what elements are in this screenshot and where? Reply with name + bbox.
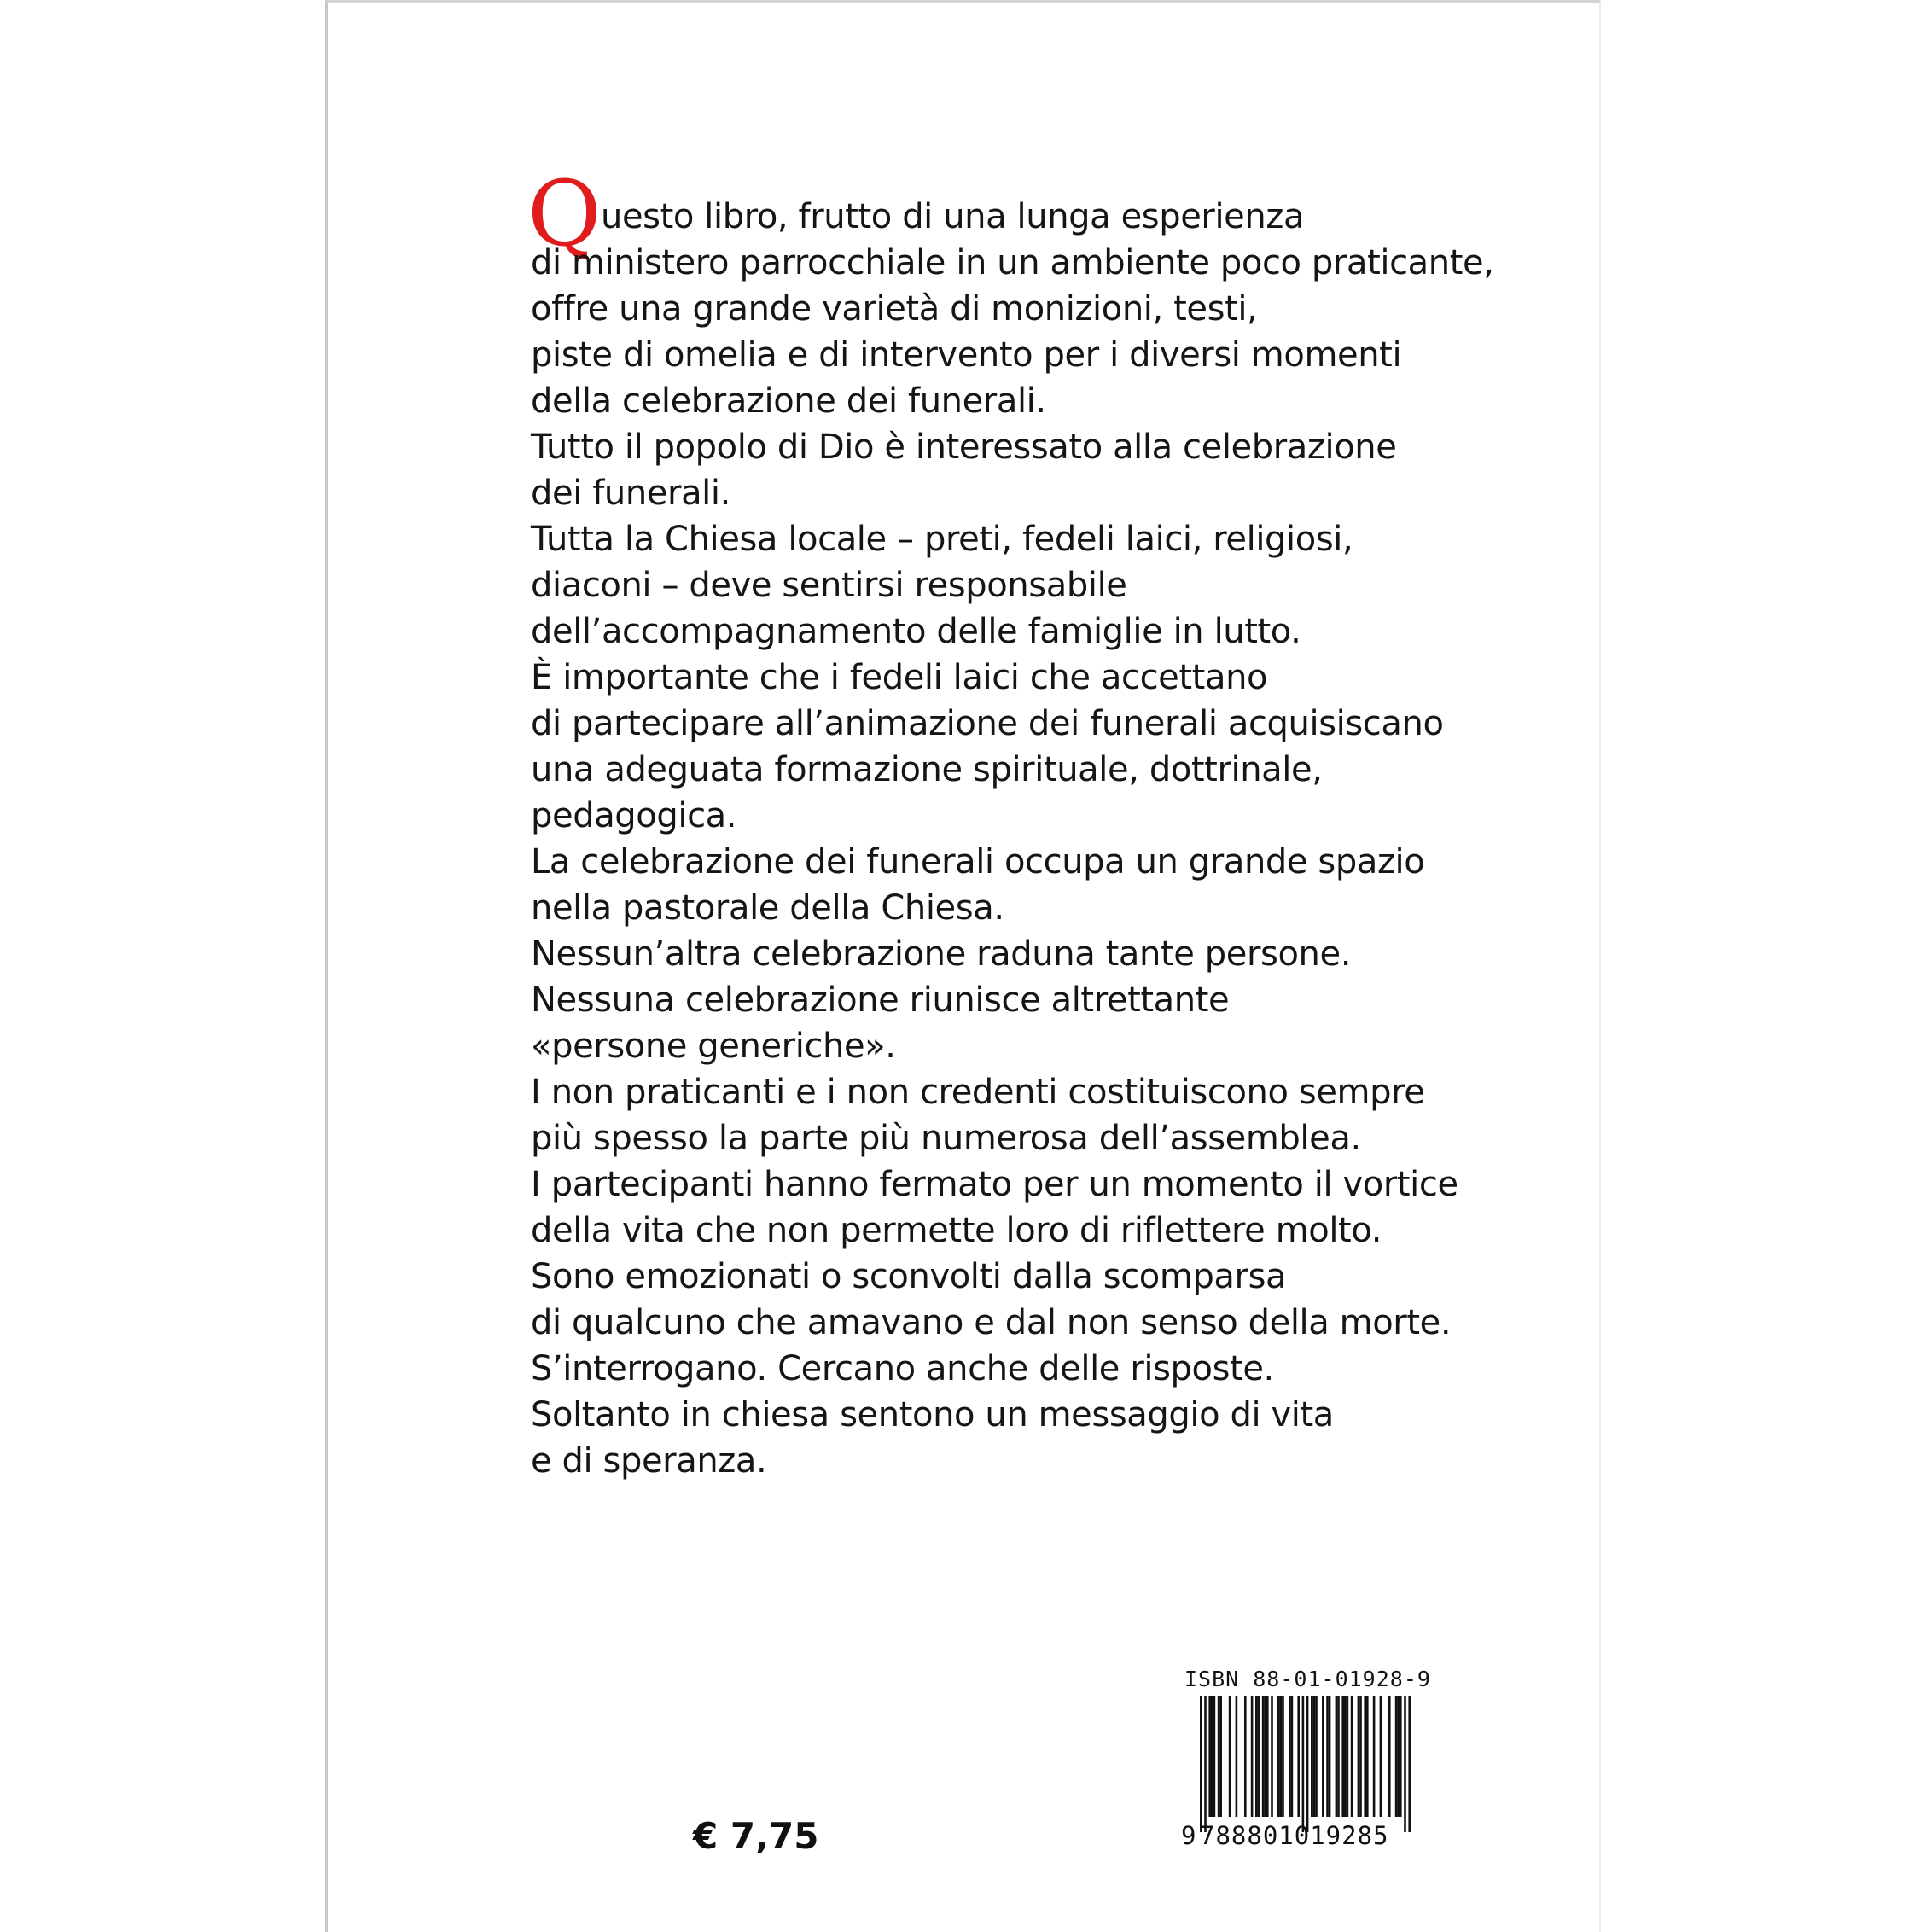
isbn-label: ISBN 88-01-01928-9 [1184,1667,1431,1691]
blurb-line: della vita che non permette loro di riflettere molto. [531,1211,1382,1250]
barcode-bar [1213,1696,1216,1817]
blurb-line: offre una grande varietà di monizioni, testi, [531,289,1258,329]
barcode-bar [1329,1696,1331,1817]
barcode-bar [1347,1696,1349,1817]
barcode-bar [1204,1696,1207,1832]
barcode-bar [1373,1696,1376,1817]
barcode-bar [1366,1696,1369,1817]
barcode-bar [1395,1696,1398,1817]
barcode-bar [1397,1696,1400,1817]
blurb-line: I non praticanti e i non credenti costituiscono sempre [531,1073,1425,1112]
barcode-bar [1258,1696,1260,1817]
barcode-bar [1251,1696,1254,1817]
barcode-bar [1336,1696,1338,1817]
barcode-bar [1400,1696,1402,1817]
barcode-bar [1404,1696,1406,1832]
blurb-line: Nessuna celebrazione riunisce altrettante [531,981,1230,1020]
barcode-bar [1358,1696,1360,1817]
blurb-line: più spesso la parte più numerosa dell’assemblea. [531,1119,1361,1158]
blurb-line: È importante che i fedeli laici che accettano [531,658,1268,697]
blurb-line: Tutto il popolo di Dio è interessato alla celebrazione [531,428,1397,467]
barcode-bar [1282,1696,1284,1817]
blurb-line: uesto libro, frutto di una lunga esperienza [601,197,1305,236]
blurb-line: Nessun’altra celebrazione raduna tante persone. [531,934,1352,974]
blurb-line: Soltanto in chiesa sentono un messaggio di vita [531,1395,1334,1434]
barcode-bar [1322,1696,1324,1817]
ean-first-digit: 9 [1181,1821,1196,1850]
barcode-bar [1219,1696,1222,1817]
barcode-bar [1208,1696,1211,1817]
barcode-bar [1211,1696,1213,1817]
ean-number [1181,1821,1389,1850]
blurb-line: pedagogica. [531,796,737,835]
barcode-bar [1236,1696,1238,1817]
barcode-bar [1315,1696,1318,1817]
barcode-bar [1351,1696,1353,1817]
blurb-line: di partecipare all’animazione dei funerali acquisiscano [531,704,1444,743]
blurb-line: S’interrogano. Cercano anche delle risposte. [531,1349,1274,1388]
barcode-bar [1311,1696,1313,1817]
barcode-bar [1341,1696,1344,1817]
barcode-bar [1297,1696,1300,1817]
barcode-bar [1244,1696,1247,1817]
blurb-line: Tutta la Chiesa locale – preti, fedeli laici, religiosi, [531,520,1353,559]
barcode-bar [1359,1696,1362,1817]
barcode-bar [1277,1696,1280,1817]
barcode-bar [1280,1696,1283,1817]
blurb-line: dell’accompagnamento delle famiglie in lutto. [531,612,1301,651]
barcode-bar [1380,1696,1382,1817]
blurb-line: «persone generiche». [531,1027,896,1066]
blurb-line: e di speranza. [531,1441,767,1481]
barcode-bar [1266,1696,1269,1817]
barcode-bar [1200,1696,1202,1832]
barcode-bar [1271,1696,1273,1817]
blurb-line: una adeguata formazione spirituale, dottrinale, [531,750,1323,789]
blurb-line: dei funerali. [531,474,730,513]
blurb-text [531,194,1494,1484]
blurb-line: Sono emozionati o sconvolti dalla scomparsa [531,1257,1287,1296]
barcode-bar [1313,1696,1316,1817]
drop-cap: Q [527,161,602,266]
blurb-line: di ministero parrocchiale in un ambiente poco praticante, [531,243,1494,282]
barcode-bar [1302,1696,1305,1832]
blurb-line: piste di omelia e di intervento per i diversi momenti [531,335,1402,375]
barcode-bar [1262,1696,1265,1817]
blurb-line: I partecipanti hanno fermato per un momento il vortice [531,1165,1458,1204]
barcode-bar [1326,1696,1329,1817]
barcode-bar [1364,1696,1366,1817]
ean-digit-groups: 788801019285 [1200,1821,1389,1850]
barcode-bar [1289,1696,1291,1817]
barcode-bar [1337,1696,1340,1817]
barcode-bar [1255,1696,1258,1817]
blurb-line: della celebrazione dei funerali. [531,381,1046,421]
barcode-bar [1264,1696,1266,1817]
blurb-line: nella pastorale della Chiesa. [531,888,1004,928]
blurb-line: di qualcuno che amavano e dal non senso della morte. [531,1303,1452,1342]
barcode-bar [1306,1696,1309,1832]
barcode-bar [1408,1696,1411,1832]
barcode-bar [1344,1696,1347,1817]
blurb-line: La celebrazione dei funerali occupa un grande spazio [531,842,1425,882]
barcode-bar [1291,1696,1294,1817]
price-label: € 7,75 [693,1815,819,1857]
barcode-bar [1388,1696,1391,1817]
barcode-bar [1229,1696,1231,1817]
barcode-bar [1218,1696,1220,1817]
blurb-line: diaconi – deve sentirsi responsabile [531,566,1127,605]
